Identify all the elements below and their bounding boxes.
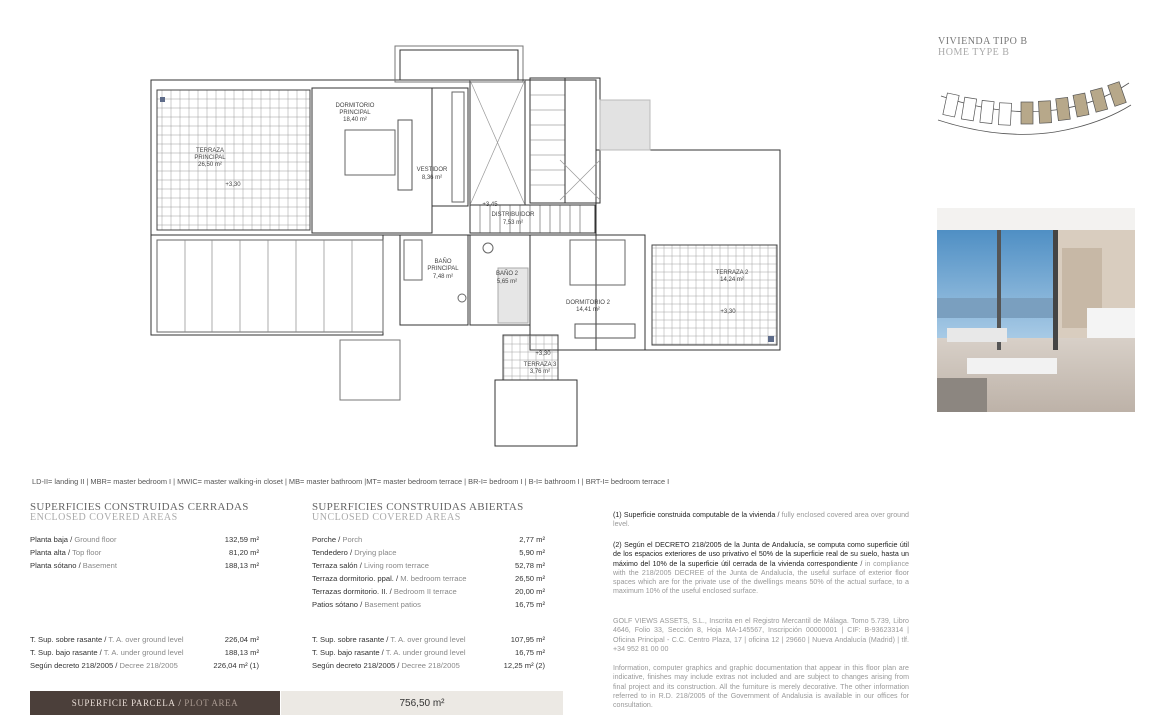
label-bano-principal-1: BAÑO: [434, 259, 452, 265]
label-terraza-principal-1: TERRAZA: [195, 148, 225, 154]
plot-area-value: 756,50 m²: [281, 691, 563, 715]
open-row-bedroom2-terrace: Terrazas dormitorio. II. / Bedroom II terrace: [312, 587, 457, 596]
note-1: (1) Superficie construida computable de la vivienda / fully enclosed covered area over ground level.: [613, 511, 909, 529]
open-total-over: T. Sup. sobre rasante / T. A. over ground level: [312, 635, 466, 644]
label-dormitorio-principal-1: DORMITORIO: [335, 103, 375, 109]
label-dormitorio-principal-2: PRINCIPAL: [339, 110, 371, 116]
closed-total-over-value: 226,04 m²: [224, 635, 259, 644]
open-value-mbedroom-terrace: 26,50 m²: [515, 574, 545, 583]
level-mark-4: +3,30: [535, 351, 551, 357]
open-row-mbedroom-terrace: Terraza dormitorio. ppal. / M. bedroom terrace: [312, 574, 467, 583]
open-total-over-value: 107,95 m²: [510, 635, 545, 644]
closed-value-top-floor: 81,20 m²: [229, 548, 259, 557]
label-bano2-area: 5,65 m²: [496, 279, 518, 285]
open-total-under: T. Sup. bajo rasante / T. A. under ground level: [312, 648, 466, 657]
label-terraza3-area: 3,76 m²: [529, 369, 551, 375]
closed-areas-subtitle: ENCLOSED COVERED AREAS: [30, 512, 178, 523]
label-vestidor-area: 8,36 m²: [421, 175, 443, 181]
label-distribuidor-area: 7,53 m²: [502, 220, 524, 226]
label-bano2: BAÑO 2: [495, 271, 519, 277]
abbreviation-legend: LD-II= landing II | MBR= master bedroom I | MWIC= master walking-in closet | MB= master bathroom |MT= master bedroom terrace | BR-I= bedroom I | B-I= bathroom I | BRT-I= bedroom terrace I: [32, 477, 670, 486]
level-mark-1: +3,30: [225, 182, 241, 188]
interior-render-image: [937, 208, 1135, 412]
label-dormitorio-principal-area: 18,40 m²: [343, 117, 367, 123]
floor-plan: [140, 35, 790, 455]
label-terraza2-area: 14,24 m²: [720, 277, 744, 283]
closed-value-basement: 188,13 m²: [224, 561, 259, 570]
label-terraza-principal-2: PRINCIPAL: [194, 155, 226, 161]
note-2: (2) Según el DECRETO 218/2005 de la Junta de Andalucía, se computa como superficie útil de los espacios exteriores de uso privativo el 50% de la superficie real de su suelo, hasta un máximo del 10% de la superficie útil cerrada de la vivienda correspondiente / in compliance with the 218/2005 DECREE of the Junta de Andalucía, the useful surface of exterior floor spaces which are for the private use of the dwellings means 50% of the actual surface, to a maximum 10% of the useful enclosed surface.: [613, 541, 909, 596]
closed-total-decree-value: 226,04 m² (1): [213, 661, 259, 670]
closed-row-basement: Planta sótano / Basement: [30, 561, 117, 570]
label-bano-principal-area: 7,48 m²: [432, 274, 454, 280]
open-row-drying: Tendedero / Drying place: [312, 548, 397, 557]
closed-total-over: T. Sup. sobre rasante / T. A. over ground level: [30, 635, 184, 644]
closed-total-decree: Según decreto 218/2005 / Decree 218/2005: [30, 661, 178, 670]
open-value-drying: 5,90 m²: [519, 548, 545, 557]
open-areas-subtitle: UNCLOSED COVERED AREAS: [312, 512, 461, 523]
open-total-decree-value: 12,25 m² (2): [503, 661, 545, 670]
open-row-basement-patios: Patios sótano / Basement patios: [312, 600, 421, 609]
closed-row-ground-floor: Planta baja / Ground floor: [30, 535, 117, 544]
closed-areas-title: SUPERFICIES CONSTRUIDAS CERRADAS: [30, 501, 249, 513]
site-key-map: [935, 80, 1135, 140]
open-value-living-terrace: 52,78 m²: [515, 561, 545, 570]
plot-area-label: SUPERFICIE PARCELA / PLOT AREA: [30, 691, 280, 715]
closed-value-ground-floor: 132,59 m²: [224, 535, 259, 544]
open-row-living-terrace: Terraza salón / Living room terrace: [312, 561, 429, 570]
level-mark-2: +3,45: [482, 202, 498, 208]
home-type-title: VIVIENDA TIPO B: [938, 36, 1028, 47]
label-dormitorio2: DORMITORIO 2: [566, 300, 610, 306]
open-row-porch: Porche / Porch: [312, 535, 363, 544]
closed-total-under: T. Sup. bajo rasante / T. A. under ground level: [30, 648, 184, 657]
label-vestidor: VESTIDOR: [416, 167, 448, 173]
open-value-bedroom2-terrace: 20,00 m²: [515, 587, 545, 596]
label-dormitorio2-area: 14,41 m²: [576, 307, 600, 313]
open-total-under-value: 16,75 m²: [515, 648, 545, 657]
closed-total-under-value: 188,13 m²: [224, 648, 259, 657]
company-registry-note: GOLF VIEWS ASSETS, S.L., Inscrita en el Registro Mercantil de Málaga. Tomo 5.739, Libro 4646, Folio 33, Sección 8, Hoja MA-145567, Inscripción 00000001 | CIF: B-93623314 | Oficina Principal - C.C. Centro Plaza, 17 | oficina 12 | 29660 | Nueva Andalucía (Madrid) | tlf. +34 952 81 00 00: [613, 617, 909, 653]
label-terraza2: TERRAZA 2: [715, 270, 749, 276]
closed-row-top-floor: Planta alta / Top floor: [30, 548, 102, 557]
open-value-basement-patios: 16,75 m²: [515, 600, 545, 609]
label-distribuidor: DISTRIBUIDOR: [491, 212, 535, 218]
level-mark-3: +3,30: [720, 309, 736, 315]
open-value-porch: 2,77 m²: [519, 535, 545, 544]
label-terraza3: TERRAZA 3: [523, 362, 557, 368]
open-total-decree: Según decreto 218/2005 / Decree 218/2005: [312, 661, 460, 670]
disclaimer-note: Information, computer graphics and graphic documentation that appear in this floor plan are indicative, finishes may include extras not included and are subject to changes arising from final project and its construction. All the furniture is merely decorative. The other information referred to in R.D. 218/2005 of the Government of Andalusia is available in our offices for consultation.: [613, 664, 909, 710]
label-terraza-principal-area: 26,50 m²: [198, 162, 222, 168]
label-bano-principal-2: PRINCIPAL: [427, 266, 459, 272]
open-areas-title: SUPERFICIES CONSTRUIDAS ABIERTAS: [312, 501, 524, 513]
home-type-subtitle: HOME TYPE B: [938, 47, 1010, 58]
